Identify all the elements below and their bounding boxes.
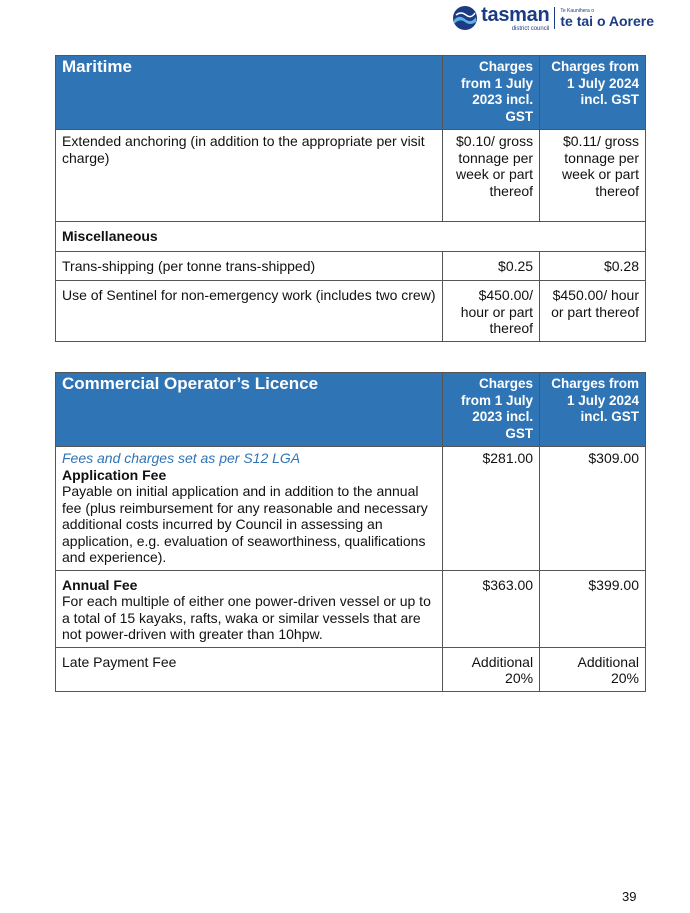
wave-logo-icon [451,5,479,31]
annual-fee-text: For each multiple of either one power-driven vessel or up to a total of 15 kayaks, rafts, waka or similar vessels that are not power-driven with greater than 10hpw. [62,593,431,642]
table-row [56,647,646,691]
table-row [56,570,646,647]
table-row [56,130,646,222]
annual-fee-heading: Annual Fee [62,576,138,593]
logo-name: tasman [481,3,550,26]
charge-2024: $450.00/ hour or part thereof [540,281,646,342]
charge-2024: $399.00 [540,570,646,647]
maritime-table [55,55,646,342]
row-description: Extended anchoring (in addition to the appropriate per visit charge) [56,130,443,222]
logo-maori [560,9,654,28]
logo-sub: district council [511,25,550,32]
charge-2023: $450.00/ hour or part thereof [443,281,540,342]
logo-divider [554,7,555,29]
tasman-logo [451,4,654,32]
charge-2024: $0.28 [540,251,646,281]
charge-2023: $281.00 [443,447,540,571]
charge-2023: Additional 20% [443,647,540,691]
charge-2023: $363.00 [443,570,540,647]
charge-2024: Additional 20% [540,647,646,691]
charge-2024: $0.11/ gross tonnage per week or part thereof [540,130,646,222]
table-row [56,447,646,571]
row-description: Use of Sentinel for non-emergency work (includes two crew) [56,281,443,342]
header-2024: Charges from 1 July 2024 incl. GST [540,56,646,130]
row-description: Late Payment Fee [56,647,443,691]
application-fee-cell [56,447,443,571]
misc-heading: Miscellaneous [56,222,646,252]
charge-2023: $0.25 [443,251,540,281]
annual-fee-cell [56,570,443,647]
maritime-header-row [56,56,646,130]
charge-2024: $309.00 [540,447,646,571]
table-row [56,251,646,281]
maritime-title: Maritime [56,56,443,130]
header-2024: Charges from 1 July 2024 incl. GST [540,373,646,447]
section-row [56,222,646,252]
application-fee-text: Payable on initial application and in addition to the annual fee (plus reimbursement for any reasonable and necessary additional costs incurred by Council in assessing an application, e.g. evaluation of seaworthiness, qualifications and experience). [62,483,428,565]
header-2023: Charges from 1 July 2023 incl. GST [443,373,540,447]
logo-maori-name: te tai o Aorere [560,12,654,29]
page-number: 39 [622,889,637,904]
row-description: Trans-shipping (per tonne trans-shipped) [56,251,443,281]
application-fee-heading: Application Fee [62,466,167,483]
commercial-table [55,372,646,692]
logo-maori-small: Te Kaunihera o [560,7,595,14]
logo-wordmark [481,5,549,32]
charge-2023: $0.10/ gross tonnage per week or part thereof [443,130,540,222]
header-2023: Charges from 1 July 2023 incl. GST [443,56,540,130]
s12-lga-link[interactable]: Fees and charges set as per S12 LGA [62,450,301,466]
commercial-title: Commercial Operator’s Licence [56,373,443,447]
table-row [56,281,646,342]
commercial-header-row [56,373,646,447]
